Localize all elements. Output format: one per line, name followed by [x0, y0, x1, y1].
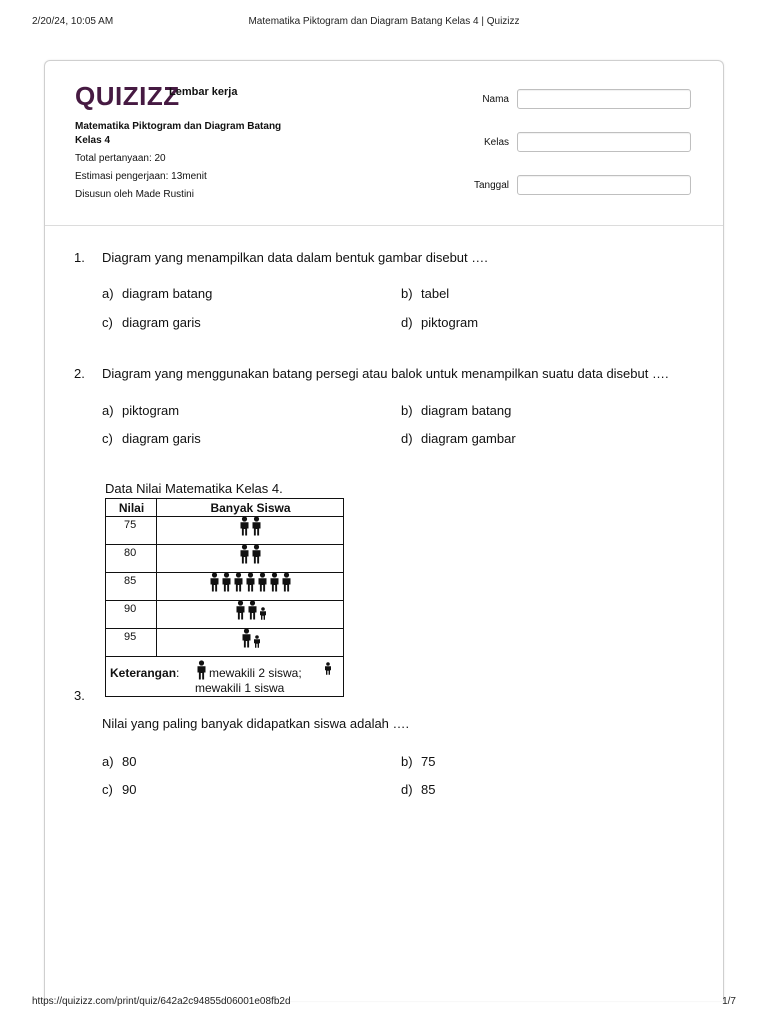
class-input[interactable]: [517, 132, 691, 152]
name-input[interactable]: [517, 89, 691, 109]
q3-option-c[interactable]: c) 90: [102, 782, 137, 797]
student-icons: [157, 633, 344, 653]
print-footer: [32, 996, 736, 1010]
question-number: 2.: [74, 366, 85, 381]
person-icon-large: [235, 600, 246, 625]
person-icon-large: [241, 628, 252, 653]
worksheet-label: Lembar kerja: [169, 86, 238, 98]
total-questions: Total pertanyaan: 20: [75, 153, 166, 164]
class-label: Kelas: [483, 137, 509, 148]
person-icon-large: [239, 544, 250, 569]
q2-option-a[interactable]: a) piktogram: [102, 403, 180, 418]
person-icon-large: [245, 572, 256, 597]
column-header-banyak-siswa: Banyak Siswa: [210, 501, 291, 515]
quiz-title: [75, 120, 335, 148]
q1-option-b[interactable]: b) tabel: [401, 286, 450, 301]
student-icons: [157, 521, 344, 541]
date-label: Tanggal: [473, 180, 509, 191]
person-icon-large: [257, 572, 268, 597]
nilai-value: 75: [124, 519, 137, 531]
nilai-value: 95: [124, 631, 137, 643]
print-page-title: Matematika Piktogram dan Diagram Batang Kelas 4 | Quizizz: [248, 16, 520, 27]
q2-option-c[interactable]: c) diagram garis: [102, 431, 201, 446]
student-icons: [157, 577, 344, 597]
legend-full-text: mewakili 2 siswa;: [209, 666, 302, 680]
date-input[interactable]: [517, 175, 691, 195]
q3-option-d[interactable]: d) 85: [401, 782, 436, 797]
person-icon-small: [324, 662, 332, 680]
person-icon-large: [251, 544, 262, 569]
quizizz-logo: QUIZIZZ: [75, 81, 180, 111]
print-url: https://quizizz.com/print/quiz/642a2c94855d06001e08fb2d: [32, 996, 291, 1007]
print-datetime: 2/20/24, 10:05 AM: [32, 16, 114, 27]
column-header-nilai: Nilai: [118, 501, 145, 515]
q1-option-a[interactable]: a) diagram batang: [102, 286, 213, 301]
person-icon-large: [239, 516, 250, 541]
person-icon-large: [269, 572, 280, 597]
estimated-time: Estimasi pengerjaan: 13menit: [75, 171, 207, 182]
worksheet-header: [45, 61, 723, 226]
legend-label: Keterangan:: [110, 666, 180, 680]
person-icon-large: [233, 572, 244, 597]
q3-option-a[interactable]: a) 80: [102, 754, 137, 769]
person-icon-small: [253, 635, 261, 653]
q2-option-d[interactable]: d) diagram gambar: [401, 431, 516, 446]
row-divider: [106, 600, 343, 601]
student-icons: [157, 549, 344, 569]
quiz-title-line1: Matematika Piktogram dan Diagram Batang: [75, 121, 282, 132]
nilai-value: 90: [124, 603, 137, 615]
print-page-number: 1/7: [722, 996, 736, 1007]
question-number: 1.: [74, 250, 85, 265]
legend-half-text: mewakili 1 siswa: [195, 681, 285, 695]
q3-option-b[interactable]: b) 75: [401, 754, 436, 769]
student-icons: [157, 605, 344, 625]
q1-option-c[interactable]: c) diagram garis: [102, 315, 201, 330]
person-icon-large: [251, 516, 262, 541]
row-divider: [106, 628, 343, 629]
q2-option-b[interactable]: b) diagram batang: [401, 403, 512, 418]
name-label: Nama: [482, 94, 509, 105]
print-header: [32, 16, 736, 30]
q1-option-d[interactable]: d) piktogram: [401, 315, 479, 330]
nilai-value: 85: [124, 575, 137, 587]
question-number: 3.: [74, 688, 85, 703]
question-text: Diagram yang menampilkan data dalam bentuk gambar disebut ….: [102, 250, 488, 265]
row-divider: [106, 656, 343, 657]
row-divider: [106, 516, 343, 517]
person-icon-large: [247, 600, 258, 625]
pictograph-table: [105, 498, 344, 697]
person-icon-large: [281, 572, 292, 597]
row-divider: [106, 544, 343, 545]
nilai-value: 80: [124, 547, 137, 559]
question-text: Diagram yang menggunakan batang persegi atau balok untuk menampilkan suatu data disebut ….: [102, 366, 669, 381]
person-icon-small: [259, 607, 267, 625]
author: Disusun oleh Made Rustini: [75, 189, 194, 200]
quiz-title-line2: Kelas 4: [75, 135, 111, 146]
person-icon-large: [209, 572, 220, 597]
pictograph-title: Data Nilai Matematika Kelas 4.: [105, 481, 283, 496]
question-text: Nilai yang paling banyak didapatkan siswa adalah ….: [102, 716, 410, 731]
person-icon-large: [221, 572, 232, 597]
